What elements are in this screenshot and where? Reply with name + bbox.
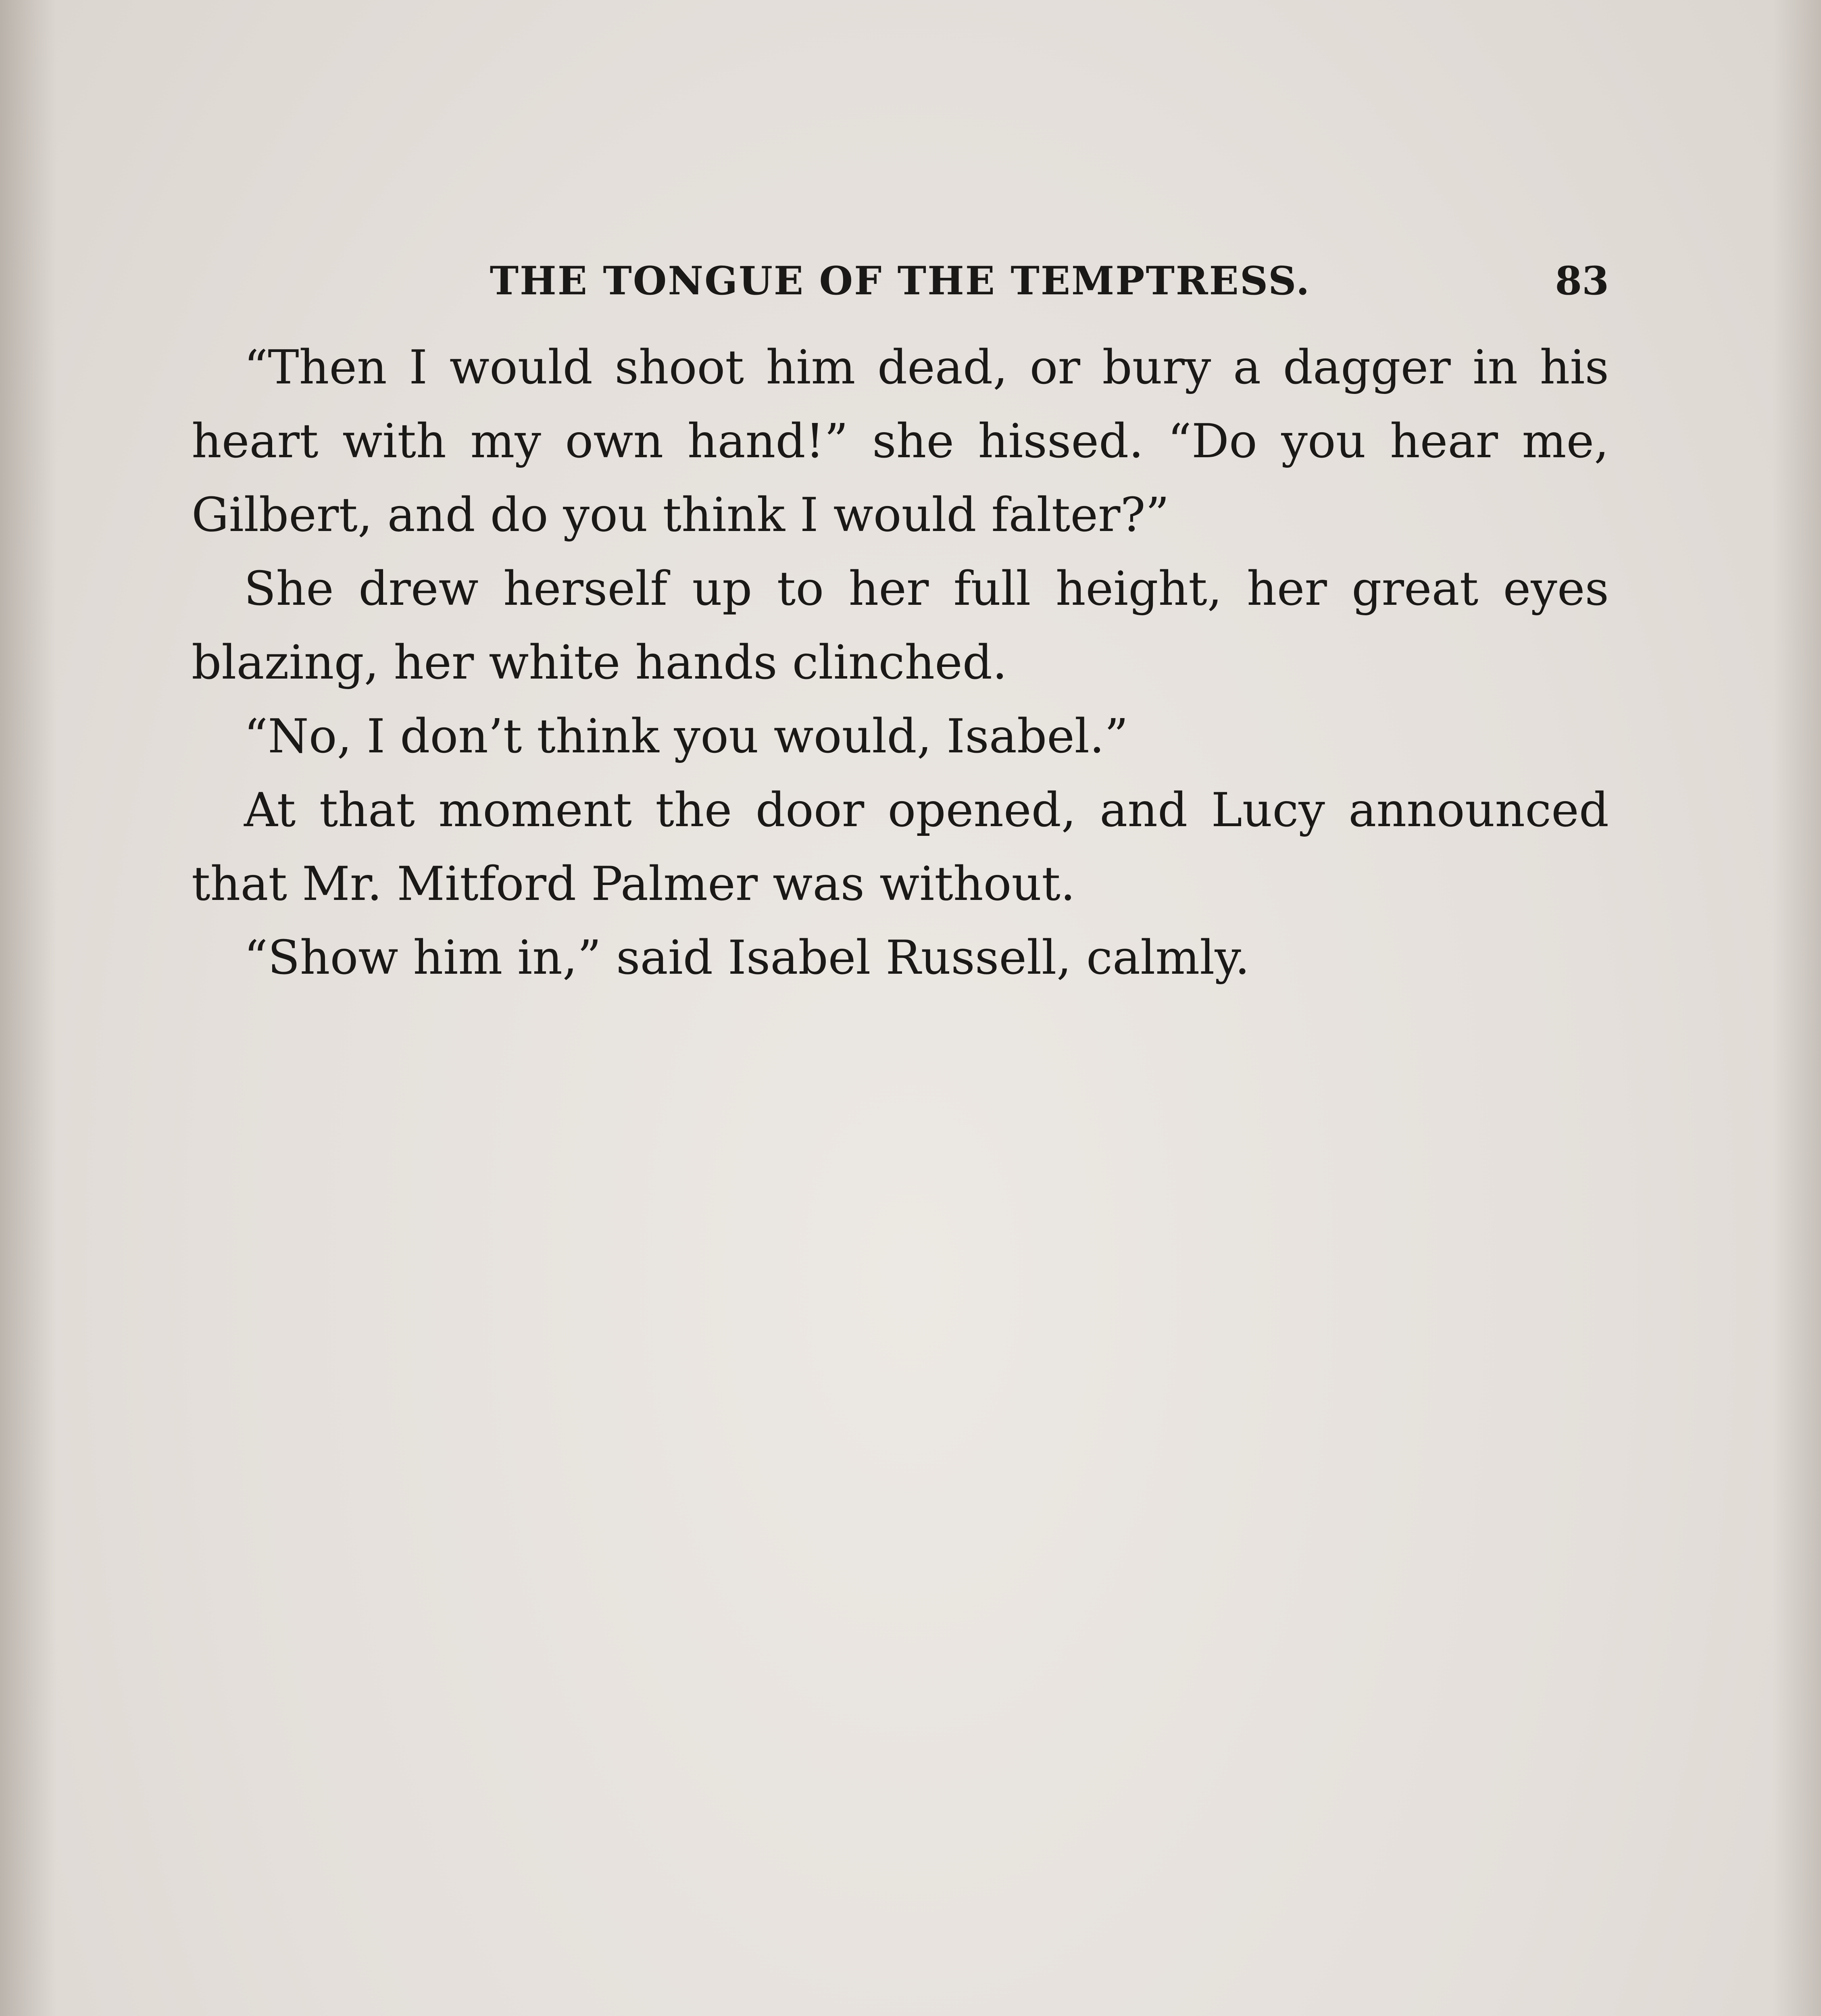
paragraph: She drew herself up to her full height, her great eyes blazing, her white hands clinched. <box>192 562 1609 690</box>
running-head <box>192 250 1609 310</box>
running-head-title: THE TONGUE OF THE TEMPTRESS. <box>490 258 1311 304</box>
page-number: 83 <box>1555 258 1609 304</box>
page-edge-shadow-left <box>0 0 56 2016</box>
page-text <box>192 331 1609 995</box>
paragraph: At that moment the door opened, and Lucy announced that Mr. Mitford Palmer was without. <box>192 783 1609 911</box>
paragraph: “No, I don’t think you would, Isabel.” <box>244 709 1129 764</box>
paragraph: “Show him in,” said Isabel Russell, calmly. <box>244 931 1250 985</box>
paragraph: “Then I would shoot him dead, or bury a dagger in his heart with my own hand!” she hissed. “Do you hear me, Gilbert, and do you think I would falter?” <box>192 340 1609 542</box>
page-edge-shadow-right <box>1773 0 1821 2016</box>
